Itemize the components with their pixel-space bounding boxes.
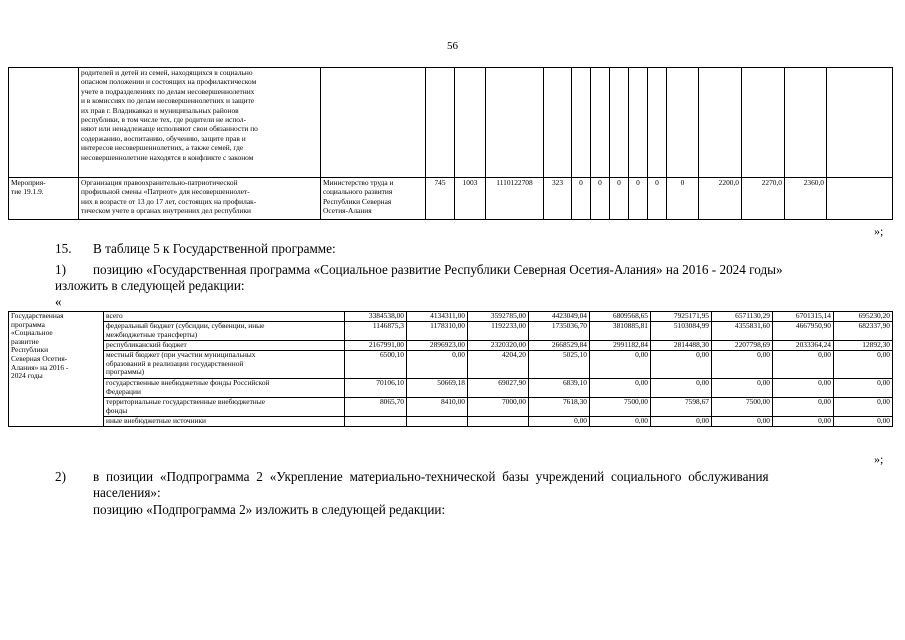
value-cell: 7000,00	[468, 398, 529, 417]
source-cell: территориальные государственные внебюджетные фонды	[104, 398, 345, 417]
item-2-line2: населения»:	[93, 485, 161, 500]
text-line: учете в подразделениях по делам несовершеннолетних	[81, 86, 255, 96]
value-cell: 0,00	[590, 351, 651, 379]
table-row	[9, 341, 893, 351]
value-cell: 6701315,14	[773, 312, 834, 322]
source-cell: федеральный бюджет (субсидии, субвенции, иные межбюджетные трансферты)	[104, 322, 345, 341]
value-cell: 50669,18	[407, 379, 468, 398]
value-cell: 2991182,84	[590, 341, 651, 351]
value-cell: 0	[629, 178, 648, 220]
target-article-cell: 1110122708	[486, 178, 544, 220]
value-cell: 2896923,00	[407, 341, 468, 351]
source-cell: местный бюджет (при участии муниципальных образований в реализации государственной программы)	[104, 351, 345, 379]
table-row-continued	[9, 68, 893, 178]
source-cell: иные внебюджетные источники	[104, 417, 345, 427]
value-cell	[468, 417, 529, 427]
event-table	[8, 67, 893, 220]
value-cell: 4204,20	[468, 351, 529, 379]
value-cell: 0	[591, 178, 610, 220]
value-cell	[407, 417, 468, 427]
value-cell: 7925171,95	[651, 312, 712, 322]
table-row	[9, 312, 893, 322]
text-line: их прав г. Владикавказ и муниципальных районов	[81, 105, 239, 115]
item-2-line3: позицию «Подпрограмма 2» изложить в следующей редакции:	[93, 502, 446, 517]
opening-quote: «	[55, 294, 62, 309]
closing-quote: »;	[874, 224, 884, 238]
table-row	[9, 379, 893, 398]
value-cell: 6571130,29	[712, 312, 773, 322]
value-cell: 0,00	[773, 417, 834, 427]
source-cell: всего	[104, 312, 345, 322]
table-row	[9, 322, 893, 341]
section-cell: 1003	[455, 178, 486, 220]
value-cell: 5103084,99	[651, 322, 712, 341]
value-cell: 3384538,00	[345, 312, 407, 322]
item-2-number: 2)	[55, 469, 66, 484]
value-cell: 2668529,84	[529, 341, 590, 351]
text-line: несовершеннолетние находятся в конфликте с законом	[81, 152, 254, 162]
value-cell: 4134311,00	[407, 312, 468, 322]
item-1-line1: позицию «Государственная программа «Социальное развитие Республики Северная Осетия-Алания» на 2016 - 2024 годы»	[93, 262, 783, 277]
value-cell: 5025,10	[529, 351, 590, 379]
value-cell: 1178310,00	[407, 322, 468, 341]
value-cell: 0,00	[529, 417, 590, 427]
value-cell: 0	[610, 178, 629, 220]
value-cell: 0,00	[407, 351, 468, 379]
text-line: содержанию, воспитанию, обучению, защите прав и	[81, 133, 246, 143]
value-cell: 0	[572, 178, 591, 220]
item-15-number: 15.	[55, 241, 72, 256]
source-cell: государственные внебюджетные фонды Российской Федерации	[104, 379, 345, 398]
value-cell: 6809568,65	[590, 312, 651, 322]
value-cell: 3810885,81	[590, 322, 651, 341]
value-cell: 1146875,3	[345, 322, 407, 341]
item-1-number: 1)	[55, 262, 66, 277]
value-cell: 2200,0	[699, 178, 742, 220]
expense-type-cell: 323	[544, 178, 572, 220]
text-line: и в комиссиях по делам несовершеннолетних и защите	[81, 96, 255, 106]
item-15-text: В таблице 5 к Государственной программе:	[93, 241, 336, 256]
item-1-line2: изложить в следующей редакции:	[55, 278, 245, 293]
event-code-cell: Мероприя- тие 19.1.9.	[9, 178, 79, 220]
grbs-cell: 745	[426, 178, 455, 220]
value-cell: 2167991,00	[345, 341, 407, 351]
value-cell: 4355831,60	[712, 322, 773, 341]
value-cell: 0,00	[590, 379, 651, 398]
value-cell: 6839,10	[529, 379, 590, 398]
value-cell: 0,00	[834, 351, 893, 379]
program-name-cell: Государственная программа «Социальное развитие Республики Северная Осетия- Алания» на 2016 - 2024 годы	[9, 312, 104, 427]
value-cell: 7598,67	[651, 398, 712, 417]
value-cell: 2360,0	[785, 178, 827, 220]
description-cell	[79, 68, 321, 178]
value-cell: 695230,20	[834, 312, 893, 322]
text-line: родителей и детей из семей, находящихся в социально	[81, 68, 253, 77]
value-cell: 6500,10	[345, 351, 407, 379]
empty-cell	[9, 68, 79, 178]
value-cell: 0,00	[651, 351, 712, 379]
value-cell: 0,00	[651, 417, 712, 427]
value-cell: 8410,00	[407, 398, 468, 417]
text-line: опасном положении и состоящих на профилактическом	[81, 77, 257, 87]
value-cell: 7500,00	[712, 398, 773, 417]
item-2-line1: в позиции «Подпрограмма 2 «Укрепление материально-технической базы учреждений социального обслуживания	[93, 469, 769, 484]
value-cell: 2033364,24	[773, 341, 834, 351]
value-cell: 4423049,04	[529, 312, 590, 322]
value-cell: 0,00	[651, 379, 712, 398]
value-cell: 70106,10	[345, 379, 407, 398]
closing-quote: »;	[874, 452, 884, 466]
value-cell: 1735036,70	[529, 322, 590, 341]
event-name-cell: Организация правоохранительно-патриотической профильной смены «Патриот» для несовершеннолет- них в возрасте от 13 до 17 лет, состоящих на профилак- тическом учете в органах внутренних дел республики	[79, 178, 321, 220]
value-cell: 7618,30	[529, 398, 590, 417]
page-number: 56	[447, 40, 458, 52]
text-line: няют или ненадлежаще исполняют свои обязанности по	[81, 124, 258, 134]
table-row	[9, 417, 893, 427]
value-cell: 8065,70	[345, 398, 407, 417]
text-line: интересов несовершеннолетних, а также семей, где	[81, 143, 244, 153]
value-cell: 7500,00	[590, 398, 651, 417]
value-cell: 0,00	[773, 398, 834, 417]
value-cell: 2320320,00	[468, 341, 529, 351]
value-cell: 0	[667, 178, 699, 220]
source-cell: республиканский бюджет	[104, 341, 345, 351]
value-cell: 69027,90	[468, 379, 529, 398]
value-cell: 0,00	[773, 351, 834, 379]
program-funding-table	[8, 311, 893, 427]
value-cell: 0,00	[712, 379, 773, 398]
value-cell: 3592785,00	[468, 312, 529, 322]
value-cell: 1192233,00	[468, 322, 529, 341]
value-cell	[345, 417, 407, 427]
table-row	[9, 351, 893, 379]
value-cell: 0,00	[590, 417, 651, 427]
value-cell: 2207798,69	[712, 341, 773, 351]
value-cell: 0	[648, 178, 667, 220]
table-row-event	[9, 178, 893, 220]
table-row	[9, 398, 893, 417]
value-cell: 2814488,30	[651, 341, 712, 351]
value-cell: 682337,90	[834, 322, 893, 341]
value-cell: 0,00	[834, 417, 893, 427]
value-cell: 12892,30	[834, 341, 893, 351]
value-cell: 4667950,90	[773, 322, 834, 341]
text-line: республики, в том числе тех, где родители не испол-	[81, 115, 247, 125]
value-cell: 0,00	[712, 417, 773, 427]
value-cell: 0,00	[712, 351, 773, 379]
executor-cell: Министерство труда и социального развития Республики Северная Осетия-Алания	[321, 178, 426, 220]
value-cell: 0,00	[834, 379, 893, 398]
value-cell: 2270,0	[742, 178, 785, 220]
value-cell: 0,00	[773, 379, 834, 398]
value-cell: 0,00	[834, 398, 893, 417]
